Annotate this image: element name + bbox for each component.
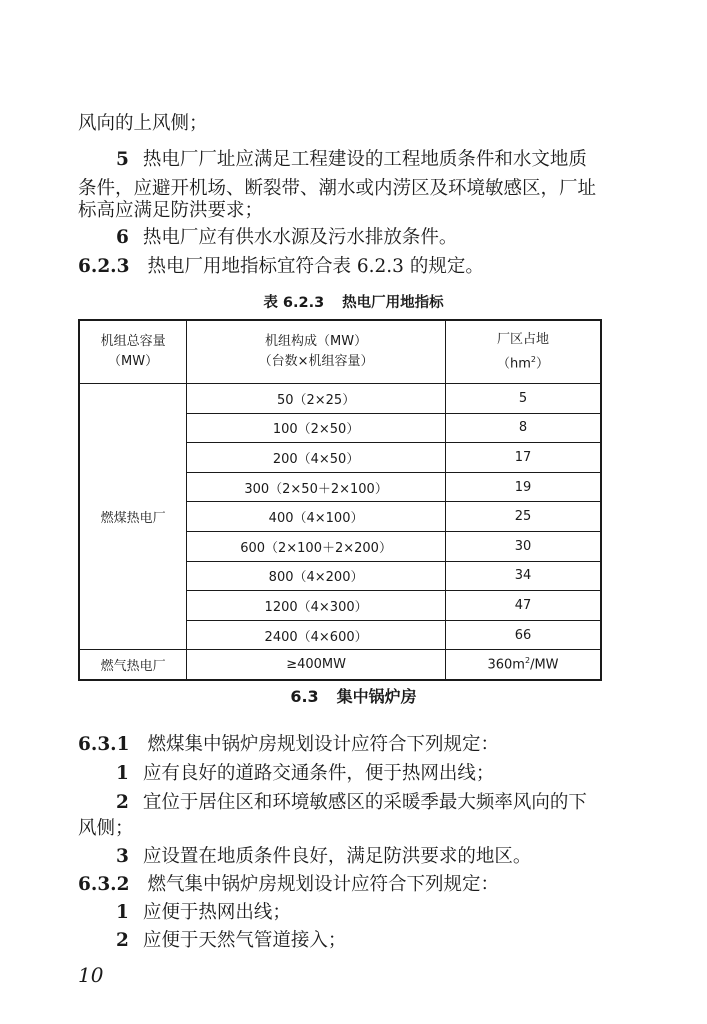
line-text: 宜位于居住区和环境敏感区的采暖季最大频率风向的下 — [142, 792, 587, 813]
table-header-row — [79, 320, 601, 384]
header-line: （台数×机组容量） — [258, 354, 374, 369]
item-number: 6 — [116, 227, 129, 248]
clause-line — [78, 733, 638, 757]
area-cell: 8 — [446, 413, 602, 443]
coal-plant-label: 燃煤热电厂 — [79, 384, 187, 650]
superscript: 2 — [524, 656, 531, 666]
list-item — [116, 148, 676, 172]
header-line: （MW） — [108, 354, 159, 369]
list-item — [116, 226, 676, 250]
superscript: 2 — [530, 354, 536, 364]
area-cell: 25 — [446, 502, 602, 532]
gas-plant-label: 燃气热电厂 — [79, 650, 187, 680]
clause-line — [78, 255, 638, 279]
list-item — [116, 791, 676, 815]
line-text: 燃煤集中锅炉房规划设计应符合下列规定： — [147, 734, 500, 755]
section-title: 集中锅炉房 — [336, 687, 417, 706]
text-line — [78, 177, 638, 201]
list-item — [116, 929, 676, 953]
text-line — [78, 199, 638, 223]
section-heading — [0, 686, 707, 708]
line-text: 热电厂厂址应满足工程建设的工程地质条件和水文地质 — [142, 149, 587, 170]
composition-cell: 1200（4×300） — [187, 591, 446, 621]
line-text: 热电厂应有供水水源及污水排放条件。 — [142, 227, 458, 248]
table-caption — [0, 293, 707, 313]
line-text: 风侧； — [78, 818, 134, 839]
header-capacity — [79, 320, 187, 384]
text-line — [78, 112, 638, 136]
table-row — [79, 650, 601, 680]
area-cell — [446, 650, 602, 680]
area-cell: 47 — [446, 591, 602, 621]
composition-cell: 2400（4×600） — [187, 620, 446, 650]
header-unit: （hm — [496, 356, 531, 372]
list-item — [116, 845, 676, 869]
item-number: 5 — [116, 149, 129, 170]
clause-number: 6.2.3 — [78, 256, 130, 277]
composition-cell: 800（4×200） — [187, 561, 446, 591]
land-use-table — [78, 319, 602, 681]
area-unit: /MW — [530, 657, 559, 673]
area-cell: 34 — [446, 561, 602, 591]
line-text: 应便于天然气管道接入； — [142, 930, 347, 951]
composition-cell: 50（2×25） — [187, 384, 446, 414]
header-area — [446, 320, 602, 384]
section-number: 6.3 — [290, 687, 319, 706]
area-cell: 19 — [446, 472, 602, 502]
line-text: 标高应满足防洪要求； — [78, 200, 264, 221]
composition-cell: ≥400MW — [187, 650, 446, 680]
list-item — [116, 762, 676, 786]
line-text: 燃气集中锅炉房规划设计应符合下列规定： — [147, 874, 500, 895]
area-cell: 17 — [446, 443, 602, 473]
header-line: 机组构成（MW） — [265, 334, 368, 349]
table-title: 热电厂用地指标 — [342, 295, 444, 311]
header-composition — [187, 320, 446, 384]
item-number: 2 — [116, 930, 129, 951]
text-line — [78, 817, 638, 841]
line-text: 条件，应避开机场、断裂带、潮水或内涝区及环境敏感区，厂址 — [78, 178, 597, 199]
table-row — [79, 384, 601, 414]
table-number: 表 6.2.3 — [263, 295, 325, 311]
line-text: 应设置在地质条件良好，满足防洪要求的地区。 — [142, 846, 532, 867]
line-text: 应有良好的道路交通条件，便于热网出线； — [142, 763, 495, 784]
area-value: 360m — [487, 657, 525, 673]
composition-cell: 300（2×50＋2×100） — [187, 472, 446, 502]
header-line — [446, 350, 600, 374]
area-cell: 5 — [446, 384, 602, 414]
page-number: 10 — [78, 963, 104, 987]
clause-number: 6.3.2 — [78, 874, 130, 895]
composition-cell: 400（4×100） — [187, 502, 446, 532]
item-number: 2 — [116, 792, 129, 813]
item-number: 1 — [116, 763, 129, 784]
area-cell: 66 — [446, 620, 602, 650]
line-text: 应便于热网出线； — [142, 902, 291, 923]
list-item — [116, 901, 676, 925]
line-text: 热电厂用地指标宜符合表 6.2.3 的规定。 — [147, 256, 484, 277]
header-unit-end: ） — [535, 356, 549, 372]
item-number: 1 — [116, 902, 129, 923]
line-text: 风向的上风侧； — [78, 113, 208, 134]
area-cell: 30 — [446, 531, 602, 561]
composition-cell: 200（4×50） — [187, 443, 446, 473]
header-line: 机组总容量 — [100, 334, 166, 349]
clause-line — [78, 873, 638, 897]
clause-number: 6.3.1 — [78, 734, 130, 755]
header-line: 厂区占地 — [496, 331, 549, 347]
composition-cell: 100（2×50） — [187, 413, 446, 443]
composition-cell: 600（2×100＋2×200） — [187, 531, 446, 561]
item-number: 3 — [116, 846, 129, 867]
